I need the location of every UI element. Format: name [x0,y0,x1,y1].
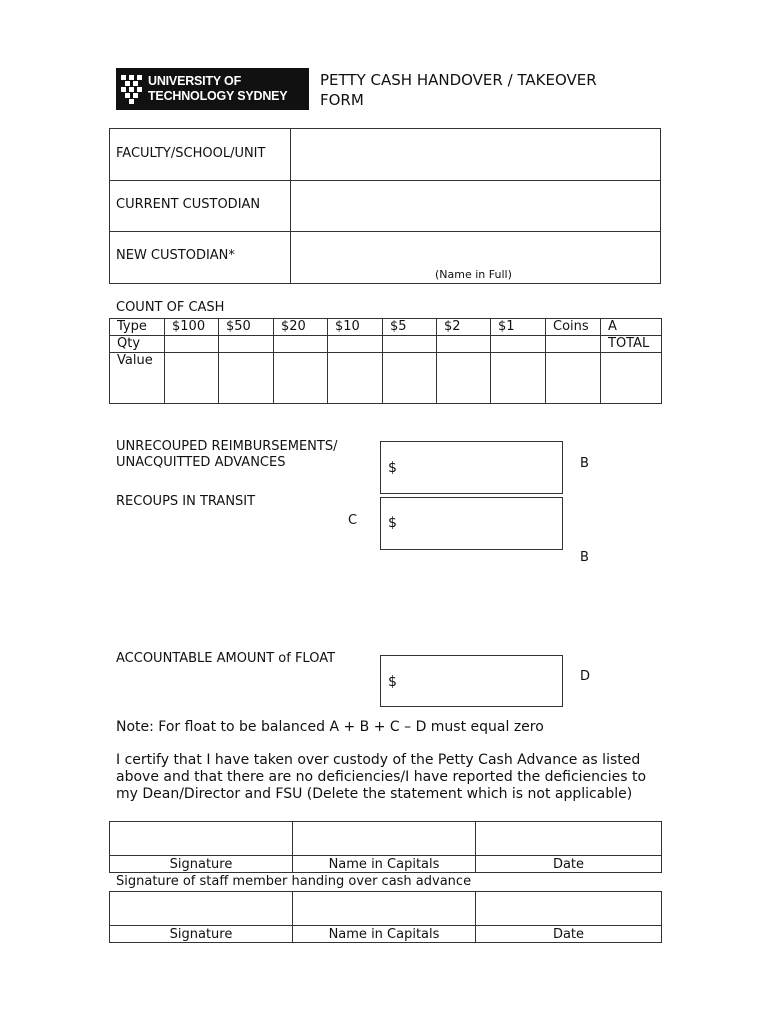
qty-cell[interactable] [165,336,219,353]
value-cell[interactable] [219,353,274,404]
qty-cell[interactable] [491,336,546,353]
type-label: Type [110,319,165,336]
handover-signature-table [109,891,662,943]
value-cell[interactable] [383,353,437,404]
accountable-float-label: ACCOUNTABLE AMOUNT of FLOAT [116,651,336,666]
denom-2: $2 [437,319,491,336]
denom-5: $5 [383,319,437,336]
denom-10: $10 [328,319,383,336]
qty-cell[interactable] [274,336,328,353]
denom-1: $1 [491,319,546,336]
value-cell[interactable] [546,353,601,404]
name-in-full-hint: (Name in Full) [435,268,512,281]
cash-qty-row [110,336,662,353]
faculty-label: FACULTY/SCHOOL/UNIT [116,146,266,161]
qty-cell[interactable] [383,336,437,353]
qty-cell[interactable] [437,336,491,353]
cash-value-row [110,353,662,404]
signature-field[interactable] [110,892,293,926]
letter-b-label: B [580,456,589,471]
qty-label: Qty [110,336,165,353]
total-letter-a: A [601,319,662,336]
logo-wordmark: UNIVERSITY OF TECHNOLOGY SYDNEY [148,74,288,103]
current-custodian-field[interactable] [291,181,660,231]
recoups-in-transit-label: RECOUPS IN TRANSIT [116,494,256,509]
currency-symbol: $ [388,515,397,531]
denom-20: $20 [274,319,328,336]
name-capitals-field[interactable] [293,892,476,926]
currency-symbol: $ [388,460,397,476]
count-of-cash-table [109,318,662,404]
total-value-cell[interactable] [601,353,662,404]
name-capitals-field[interactable] [293,822,476,856]
letter-c-label: C [348,513,358,528]
unrecouped-amount-field[interactable] [380,441,563,494]
uts-crest-icon [119,73,145,105]
letter-b-label-2: B [580,550,589,565]
handover-signature-label: Signature of staff member handing over cash advance [116,874,472,889]
recoups-amount-field[interactable] [380,497,563,550]
date-caption: Date [476,926,662,943]
new-custodian-signature-table [109,821,662,873]
cash-type-row [110,319,662,336]
balance-note: Note: For float to be balanced A + B + C – D must equal zero [116,719,544,735]
name-capitals-caption: Name in Capitals [293,926,476,943]
unrecouped-label: UNRECOUPED REIMBURSEMENTS/ UNACQUITTED ADVANCES [116,439,338,470]
value-cell[interactable] [491,353,546,404]
form-title: PETTY CASH HANDOVER / TAKEOVER FORM [320,71,597,109]
date-field[interactable] [476,822,662,856]
denom-100: $100 [165,319,219,336]
new-custodian-label: NEW CUSTODIAN* [116,248,235,263]
qty-cell[interactable] [546,336,601,353]
value-cell[interactable] [165,353,219,404]
current-custodian-label: CURRENT CUSTODIAN [116,197,261,212]
float-amount-field[interactable] [380,655,563,707]
currency-symbol: $ [388,674,397,690]
qty-cell[interactable] [328,336,383,353]
denom-coins: Coins [546,319,601,336]
signature-caption: Signature [110,856,293,873]
faculty-field[interactable] [291,129,660,180]
uts-logo [116,68,309,110]
value-cell[interactable] [274,353,328,404]
denom-50: $50 [219,319,274,336]
name-capitals-caption: Name in Capitals [293,856,476,873]
count-of-cash-heading: COUNT OF CASH [116,300,225,315]
total-label: TOTAL [601,336,662,353]
letter-d-label: D [580,669,591,684]
signature-field[interactable] [110,822,293,856]
value-label: Value [110,353,165,404]
qty-cell[interactable] [219,336,274,353]
date-caption: Date [476,856,662,873]
date-field[interactable] [476,892,662,926]
value-cell[interactable] [328,353,383,404]
signature-caption: Signature [110,926,293,943]
value-cell[interactable] [437,353,491,404]
certification-statement: I certify that I have taken over custody of the Petty Cash Advance as listed above and that there are no deficiencies/I have reported the deficiencies to my Dean/Director and FSU (Delete the statement which is not applicable) [116,752,647,802]
